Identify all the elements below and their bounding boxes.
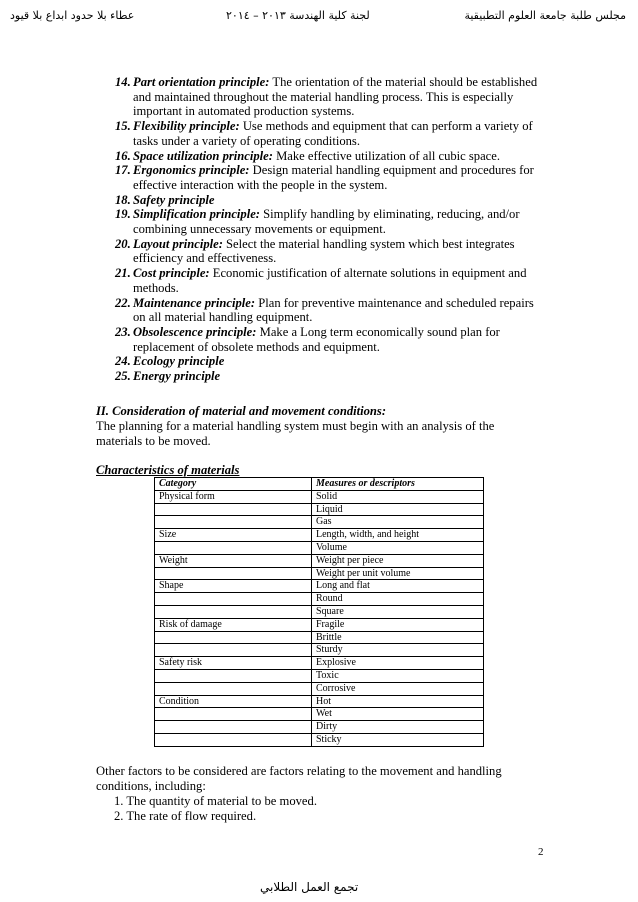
principle-item [100,325,545,354]
section-intro: The planning for a material handling system must begin with an analysis of the materials to be moved. [96,419,495,448]
category-cell: Safety risk [155,657,312,670]
principle-description: The orientation of the material should be established and maintained throughout the material handling process. This is especially important in automated production systems. [133,75,538,119]
category-cell [155,631,312,644]
principle-description: Design material handling equipment and procedures for effective interaction with the people in the system. [133,163,534,192]
principle-item [100,193,545,208]
measure-cell: Explosive [312,657,484,670]
measure-cell: Wet [312,708,484,721]
measure-cell: Sticky [312,733,484,746]
principle-item [100,119,545,148]
table-row [155,503,484,516]
principle-number: 14. [115,75,131,89]
category-cell [155,708,312,721]
page-footer: تجمع العمل الطلابي [260,880,359,894]
principle-number: 15. [115,119,131,134]
principle-name: Safety principle [133,192,215,207]
category-cell: Physical form [155,490,312,503]
category-cell [155,669,312,682]
table-row [155,567,484,580]
measures-header: Measures or descriptors [312,478,484,491]
table-row [155,605,484,618]
principle-number: 19. [115,207,131,222]
measure-cell: Corrosive [312,682,484,695]
category-cell: Risk of damage [155,618,312,631]
measure-cell: Toxic [312,669,484,682]
header-committee-text: لجنة كلية الهندسة ٢٠١٣ – ٢٠١٤ [226,9,370,22]
principle-number: 18. [115,192,131,207]
principle-description: Economic justification of alternate solutions in equipment and methods. [133,266,527,295]
principle-name: Obsolescence principle: [133,324,257,339]
category-cell [155,567,312,580]
category-cell [155,503,312,516]
header-slogan-text: عطاء بلا حدود ابداع بلا قيود [10,9,135,22]
principle-item [100,369,545,384]
principle-description: Make a Long term economically sound plan for replacement of obsolete methods and equipment. [133,324,500,354]
measure-cell: Liquid [312,503,484,516]
measure-cell: Gas [312,516,484,529]
header-council-text: مجلس طلبة جامعة العلوم التطبيقية [464,9,626,22]
measure-cell: Solid [312,490,484,503]
category-cell [155,644,312,657]
table-row [155,682,484,695]
measure-cell: Long and flat [312,580,484,593]
principle-number: 21. [115,266,131,281]
principle-name: Energy principle [133,369,221,384]
principle-number: 22. [115,295,131,310]
category-cell [155,682,312,695]
table-row [155,708,484,721]
principle-description: Select the material handling system which best integrates efficiency and effectiveness. [133,236,515,266]
table-row [155,593,484,606]
measure-cell: Brittle [312,631,484,644]
measure-cell: Volume [312,541,484,554]
measure-cell: Weight per piece [312,554,484,567]
list-item: 2. The rate of flow required. [114,808,257,823]
measure-cell: Weight per unit volume [312,567,484,580]
principle-name: Layout principle: [133,236,223,251]
table-row [155,529,484,542]
principle-name: Cost principle: [133,266,210,281]
principle-item [100,149,545,164]
principle-number: 16. [115,148,131,163]
table-row [155,644,484,657]
measure-cell: Hot [312,695,484,708]
table-row [155,733,484,746]
table-header-row [155,478,484,491]
table-row [155,657,484,670]
table-row [155,695,484,708]
measure-cell: Length, width, and height [312,529,484,542]
principle-name: Part orientation principle: [133,75,270,89]
category-cell [155,516,312,529]
characteristics-title: Characteristics of materials [96,463,240,477]
principle-item [100,75,545,119]
category-cell [155,541,312,554]
table-row [155,618,484,631]
principle-number: 17. [115,163,131,178]
category-cell: Shape [155,580,312,593]
measure-cell: Dirty [312,721,484,734]
principle-number: 20. [115,236,131,251]
principle-name: Simplification principle: [133,207,260,222]
principle-description: Plan for preventive maintenance and scheduled repairs on all material handling equipment. [133,295,534,325]
table-row [155,541,484,554]
category-cell: Condition [155,695,312,708]
measure-cell: Square [312,605,484,618]
principle-number: 25. [115,369,131,384]
other-factors-intro: Other factors to be considered are factors relating to the movement and handling conditions, including: [96,764,502,793]
principle-item [100,237,545,266]
principle-number: 24. [115,354,131,369]
principle-description: Make effective utilization of all cubic space. [272,148,501,163]
principle-item [100,163,545,192]
category-cell [155,721,312,734]
category-cell [155,605,312,618]
page-number: 2 [538,846,544,858]
category-cell [155,593,312,606]
principle-number: 23. [115,324,131,339]
characteristics-table [154,477,484,747]
principle-name: Maintenance principle: [133,295,256,310]
category-cell: Size [155,529,312,542]
table-row [155,490,484,503]
table-row [155,580,484,593]
principle-item [100,207,545,236]
list-item: 1. The quantity of material to be moved. [114,794,317,808]
page-header [0,9,638,29]
measure-cell: Sturdy [312,644,484,657]
category-cell: Weight [155,554,312,567]
category-header: Category [155,478,312,491]
measure-cell: Round [312,593,484,606]
principle-name: Ecology principle [133,354,225,369]
table-row [155,721,484,734]
principle-description: Simplify handling by eliminating, reducing, and/or combining unnecessary movements or equipment. [133,207,520,237]
table-row [155,631,484,644]
principle-item [100,296,545,325]
other-factors-list [114,794,317,824]
principle-name: Space utilization principle: [133,148,273,163]
principle-item [100,354,545,369]
measure-cell: Fragile [312,618,484,631]
table-row [155,669,484,682]
section-title: II. Consideration of material and movement conditions: [96,404,387,418]
table-row [155,516,484,529]
principles-list [100,75,545,384]
principle-name: Flexibility principle: [133,119,240,134]
principle-item [100,266,545,295]
category-cell [155,733,312,746]
table-row [155,554,484,567]
principle-description: Use methods and equipment that can perform a variety of tasks under a variety of operating conditions. [133,119,533,148]
principle-name: Ergonomics principle: [133,163,250,178]
